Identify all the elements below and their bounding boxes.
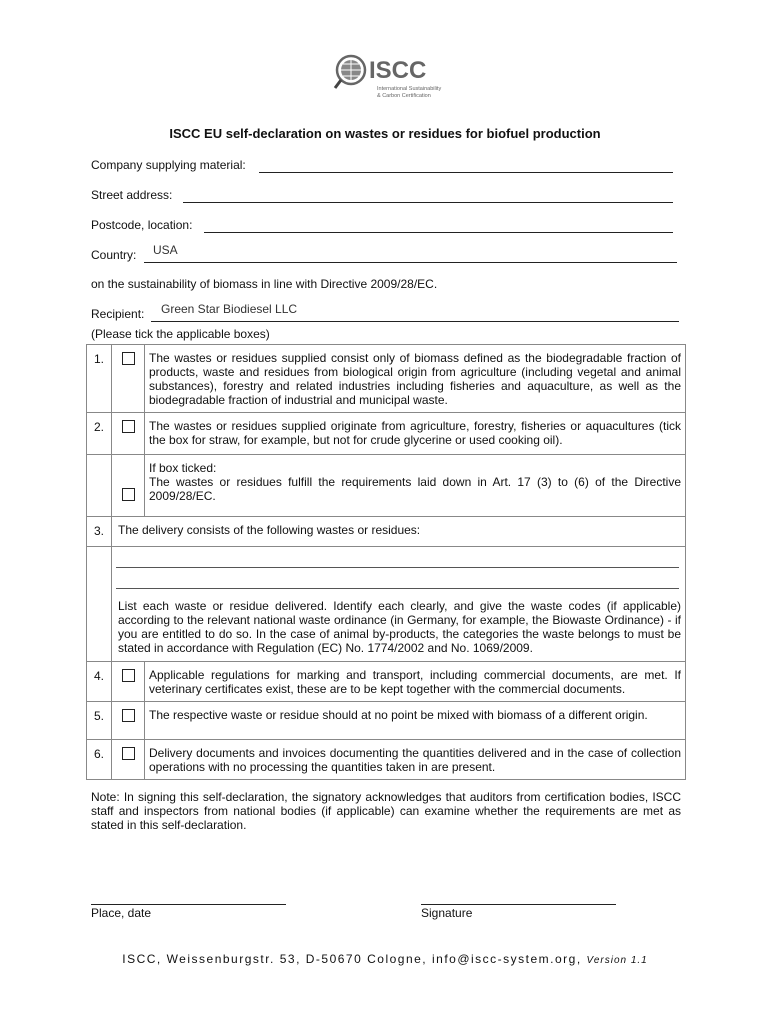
item-6-checkbox-cell: [112, 740, 145, 780]
item-3-instructions: List each waste or residue delivered. Identify each clearly, and give the waste codes (if applicable) according to the relevant national waste ordinance (in Germany, for example, the Biowaste Ordinance) - if you are entitled to do so. In the case of animal by-products, the categories the waste belongs to must be stated in accordance with Regulation (EC) No. 1774/2002 and No. 1069/2009.: [118, 599, 681, 655]
item-2b-text: The wastes or residues fulfill the requirements laid down in Art. 17 (3) to (6) of the Directive 2009/28/EC.: [149, 475, 681, 503]
place-date-label: Place, date: [91, 906, 152, 920]
item-2-text: The wastes or residues supplied originate from agriculture, forestry, fisheries or aquacultures (tick the box for straw, for example, but not for crude glycerine or used cooking oil).: [145, 413, 686, 455]
item-row-4: [87, 662, 686, 702]
item-4-text: Applicable regulations for marking and transport, including commercial documents, are met. If veterinary certificates exist, these are to be kept together with the commercial documents.: [145, 662, 686, 702]
item-2b-text-cell: [145, 455, 686, 517]
item-4-checkbox-cell: [112, 662, 145, 702]
company-label: Company supplying material:: [91, 158, 246, 172]
country-field[interactable]: [91, 243, 677, 264]
country-line: [144, 262, 677, 263]
item-6-text: Delivery documents and invoices documenting the quantities delivered and in the case of collection operations with no processing the quantities taken in are present.: [145, 740, 686, 780]
item-3-number: 3.: [87, 517, 112, 547]
item-2b-head: If box ticked:: [149, 461, 217, 475]
item-row-2: [87, 413, 686, 455]
item-1-text: The wastes or residues supplied consist only of biomass defined as the biodegradable fraction of products, waste and residues from biological origin from agriculture (including vegetal and animal substances), forestry and related industries including fisheries and aquaculture, as well as the biodegradable fraction of industrial and municipal waste.: [145, 345, 686, 413]
iscc-logo: [333, 50, 453, 104]
recipient-value[interactable]: Green Star Biodiesel LLC: [161, 302, 298, 316]
item-2b-checkbox-cell: [112, 455, 145, 517]
item-3-text: The delivery consists of the following wastes or residues:: [112, 517, 686, 547]
item-row-6: [87, 740, 686, 780]
footer: [0, 952, 770, 966]
iscc-logo-graphic: [333, 50, 453, 104]
item-5-checkbox-cell: [112, 702, 145, 740]
item-4-number: 4.: [87, 662, 112, 702]
item-3-list-cell: [112, 547, 686, 662]
postcode-field[interactable]: [91, 218, 673, 234]
item-row-3: [87, 517, 686, 547]
item-row-1: [87, 345, 686, 413]
item-row-2b: [87, 455, 686, 517]
item-5-number: 5.: [87, 702, 112, 740]
country-value[interactable]: USA: [153, 243, 178, 257]
declaration-table: [86, 344, 686, 780]
item-5-text: The respective waste or residue should at no point be mixed with biomass of a different origin.: [145, 702, 686, 740]
item-5-checkbox[interactable]: [122, 709, 135, 722]
document-title: ISCC EU self-declaration on wastes or residues for biofuel production: [169, 126, 601, 141]
item-1-checkbox[interactable]: [122, 352, 135, 365]
country-label: Country:: [91, 248, 137, 262]
place-date-line[interactable]: [91, 904, 286, 905]
svg-text:ISCC: ISCC: [369, 57, 427, 84]
item-1-number: 1.: [87, 345, 112, 413]
tick-instruction: (Please tick the applicable boxes): [91, 327, 270, 341]
item-row-3-list: [87, 547, 686, 662]
postcode-line: [204, 232, 673, 233]
item-1-checkbox-cell: [112, 345, 145, 413]
recipient-label: Recipient:: [91, 307, 145, 321]
company-line: [259, 172, 673, 173]
company-field[interactable]: [91, 158, 673, 174]
item-row-5: [87, 702, 686, 740]
footer-version: Version 1.1: [586, 955, 648, 966]
item-2b-checkbox[interactable]: [122, 488, 135, 501]
item-2-number: 2.: [87, 413, 112, 455]
item-3-spacer: [87, 547, 112, 662]
footer-address: ISCC, Weissenburgstr. 53, D-50670 Cologne, info@iscc-system.org,: [122, 952, 582, 966]
street-label: Street address:: [91, 188, 173, 202]
item-4-checkbox[interactable]: [122, 669, 135, 682]
signature-label: Signature: [421, 906, 473, 920]
item-6-number: 6.: [87, 740, 112, 780]
directive-text: on the sustainability of biomass in line with Directive 2009/28/EC.: [91, 277, 438, 291]
waste-entry-line-2[interactable]: [116, 574, 679, 589]
item-2b-spacer: [87, 455, 112, 517]
item-2-checkbox[interactable]: [122, 420, 135, 433]
item-2-checkbox-cell: [112, 413, 145, 455]
recipient-line: [151, 321, 679, 322]
waste-entry-line-1[interactable]: [116, 553, 679, 568]
item-6-checkbox[interactable]: [122, 747, 135, 760]
svg-text:& Carbon Certification: & Carbon Certification: [377, 93, 431, 99]
svg-text:International Sustainability: International Sustainability: [377, 86, 442, 92]
recipient-field[interactable]: [91, 302, 679, 323]
street-line: [183, 202, 673, 203]
signatory-note: Note: In signing this self-declaration, the signatory acknowledges that auditors from certification bodies, ISCC staff and inspectors from national bodies (if applicable) can examine whether the requirements are met as stated in this self-declaration.: [91, 790, 681, 832]
signature-line[interactable]: [421, 904, 616, 905]
street-field[interactable]: [91, 188, 673, 204]
postcode-label: Postcode, location:: [91, 218, 193, 232]
